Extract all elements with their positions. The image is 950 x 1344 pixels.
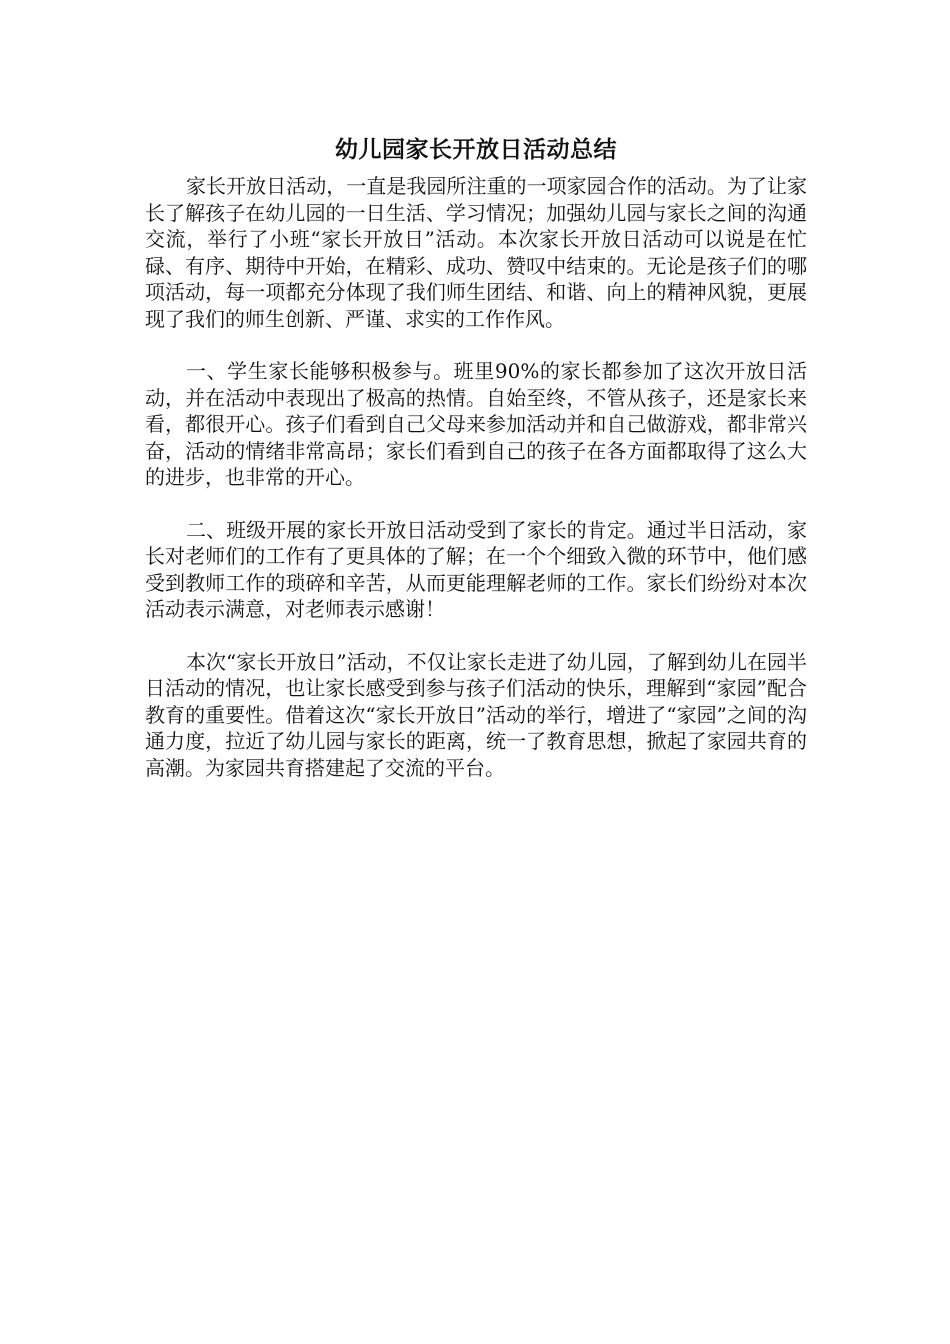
paragraph-point-one: 一、学生家长能够积极参与。班里90%的家长都参加了这次开放日活动，并在活动中表现出了极高的热情。自始至终，不管从孩子，还是家长来看，都很开心。孩子们看到自己父母来参加活动并和自己做游戏，都非常兴奋，活动的情绪非常高昂；家长们看到自己的孩子在各方面都取得了这么大的进步，也非常的开心。 xyxy=(145,359,807,489)
paragraph-point-two: 二、班级开展的家长开放日活动受到了家长的肯定。通过半日活动，家长对老师们的工作有了更具体的了解；在一个个细致入微的环节中，他们感受到教师工作的琐碎和辛苦，从而更能理解老师的工作。家长们纷纷对本次活动表示满意，对老师表示感谢！ xyxy=(145,517,807,621)
paragraph-intro: 家长开放日活动，一直是我园所注重的一项家园合作的活动。为了让家长了解孩子在幼儿园的一日生活、学习情况；加强幼儿园与家长之间的沟通交流，举行了小班“家长开放日”活动。本次家长开放日活动可以说是在忙碌、有序、期待中开始，在精彩、成功、赞叹中结束的。无论是孩子们的哪项活动，每一项都充分体现了我们师生团结、和谐、向上的精神风貌，更展现了我们的师生创新、严谨、求实的工作作风。 xyxy=(145,174,807,331)
document-body xyxy=(145,133,807,807)
document-title: 幼儿园家长开放日活动总结 xyxy=(335,137,617,163)
paragraph-conclusion: 本次“家长开放日”活动，不仅让家长走进了幼儿园，了解到幼儿在园半日活动的情况，也让家长感受到参与孩子们活动的快乐，理解到“家园”配合教育的重要性。借着这次“家长开放日”活动的举行，增进了“家园”之间的沟通力度，拉近了幼儿园与家长的距离，统一了教育思想，掀起了家园共育的高潮。为家园共育搭建起了交流的平台。 xyxy=(145,649,807,780)
